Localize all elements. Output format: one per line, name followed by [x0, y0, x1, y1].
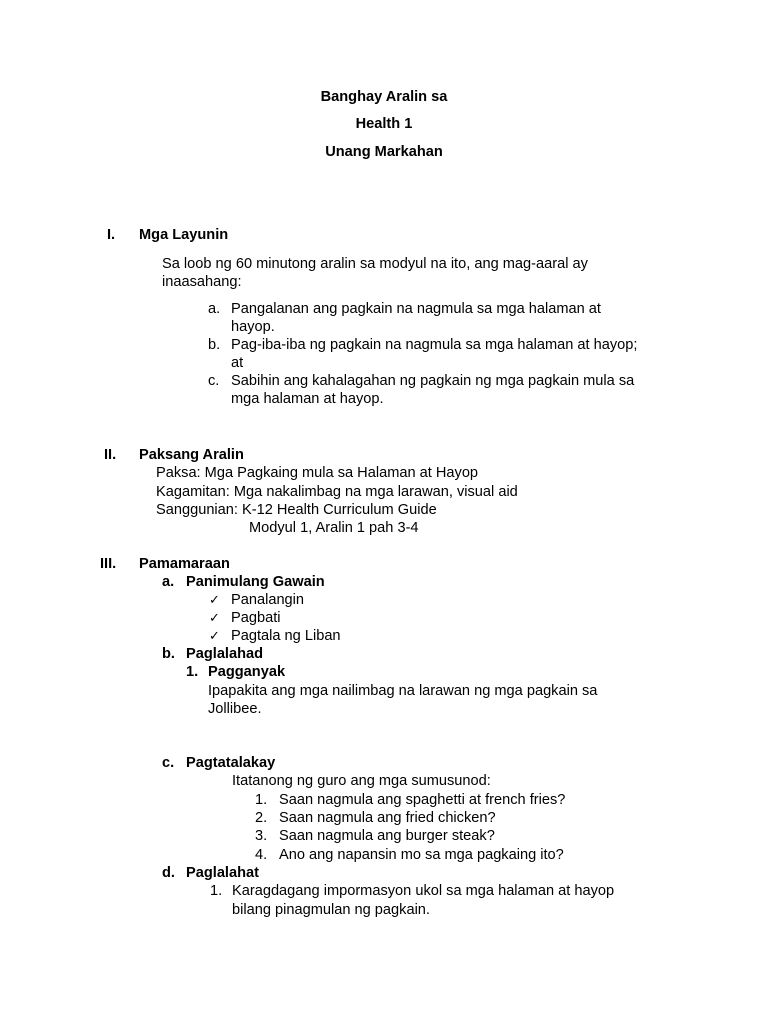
pagganyak-marker: 1. [186, 664, 199, 680]
paksa-line: Paksa: Mga Pagkaing mula sa Halaman at Hayop [156, 465, 479, 481]
title-line-1: Banghay Aralin sa [320, 89, 448, 105]
subsection-d-marker: d. [162, 865, 175, 881]
objective-c-line-2: mga halaman at hayop. [231, 391, 384, 407]
paglalahat-item-line-1: Karagdagang impormasyon ukol sa mga halaman at hayop [232, 883, 615, 899]
question-text: Saan nagmula ang spaghetti at french fries? [279, 792, 566, 808]
section-1-heading: Mga Layunin [139, 227, 229, 243]
question-text: Ano ang napansin mo sa mga pagkaing ito? [279, 847, 564, 863]
question-number: 2. [255, 810, 268, 826]
pagganyak-text-line-1: Ipapakita ang mga nailimbag na larawan ng mga pagkain sa [208, 683, 598, 699]
question-number: 4. [255, 847, 268, 863]
section-1-numeral: I. [107, 227, 116, 243]
question-number: 1. [255, 792, 268, 808]
section-3-numeral: III. [100, 556, 117, 572]
title-line-2: Health 1 [355, 116, 413, 132]
checkmark-icon: ✓ [209, 592, 220, 607]
section-2-numeral: II. [104, 447, 117, 463]
pagtatalakay-intro: Itatanong ng guro ang mga sumusunod: [232, 773, 491, 789]
objectives-intro-line-1: Sa loob ng 60 minutong aralin sa modyul na ito, ang mag-aaral ay [162, 256, 588, 272]
subsection-b-marker: b. [162, 646, 175, 662]
kagamitan-line: Kagamitan: Mga nakalimbag na mga larawan, visual aid [156, 484, 518, 500]
question-text: Saan nagmula ang burger steak? [279, 828, 495, 844]
objectives-intro-line-2: inaasahang: [162, 274, 242, 290]
sanggunian-continuation: Modyul 1, Aralin 1 pah 3-4 [249, 520, 419, 536]
objective-a-line-2: hayop. [231, 319, 275, 335]
checklist-item [209, 591, 225, 609]
pagganyak-heading: Pagganyak [208, 664, 286, 680]
checkmark-icon: ✓ [209, 610, 220, 625]
section-2-heading: Paksang Aralin [139, 447, 244, 463]
subsection-c-marker: c. [162, 755, 175, 771]
subsection-c-heading: Pagtatalakay [186, 755, 276, 771]
subsection-a-heading: Panimulang Gawain [186, 574, 325, 590]
paglalahat-item-line-2: bilang pinagmulan ng pagkain. [232, 902, 430, 918]
objective-c-marker: c. [208, 373, 220, 389]
checkmark-icon: ✓ [209, 628, 220, 643]
checklist-item-label: Pagbati [231, 610, 281, 626]
objective-a-line-1: Pangalanan ang pagkain na nagmula sa mga halaman at [231, 301, 601, 317]
paglalahat-item-number: 1. [210, 883, 223, 899]
checklist-item-label: Pagtala ng Liban [231, 628, 341, 644]
objective-b-line-2: at [231, 355, 244, 371]
objective-b-marker: b. [208, 337, 221, 353]
subsection-d-heading: Paglalahat [186, 865, 259, 881]
question-number: 3. [255, 828, 268, 844]
subsection-b-heading: Paglalahad [186, 646, 264, 662]
checklist-item-label: Panalangin [231, 592, 305, 608]
objective-c-line-1: Sabihin ang kahalagahan ng pagkain ng mga pagkain mula sa [231, 373, 635, 389]
pagganyak-text-line-2: Jollibee. [208, 701, 262, 717]
checklist-item [209, 609, 225, 627]
checklist-item [209, 627, 225, 645]
objective-b-line-1: Pag-iba-iba ng pagkain na nagmula sa mga halaman at hayop; [231, 337, 638, 353]
section-3-heading: Pamamaraan [139, 556, 230, 572]
objective-a-marker: a. [208, 301, 221, 317]
title-line-3: Unang Markahan [325, 144, 443, 160]
sanggunian-line: Sanggunian: K-12 Health Curriculum Guide [156, 502, 437, 518]
subsection-a-marker: a. [162, 574, 175, 590]
question-text: Saan nagmula ang fried chicken? [279, 810, 496, 826]
